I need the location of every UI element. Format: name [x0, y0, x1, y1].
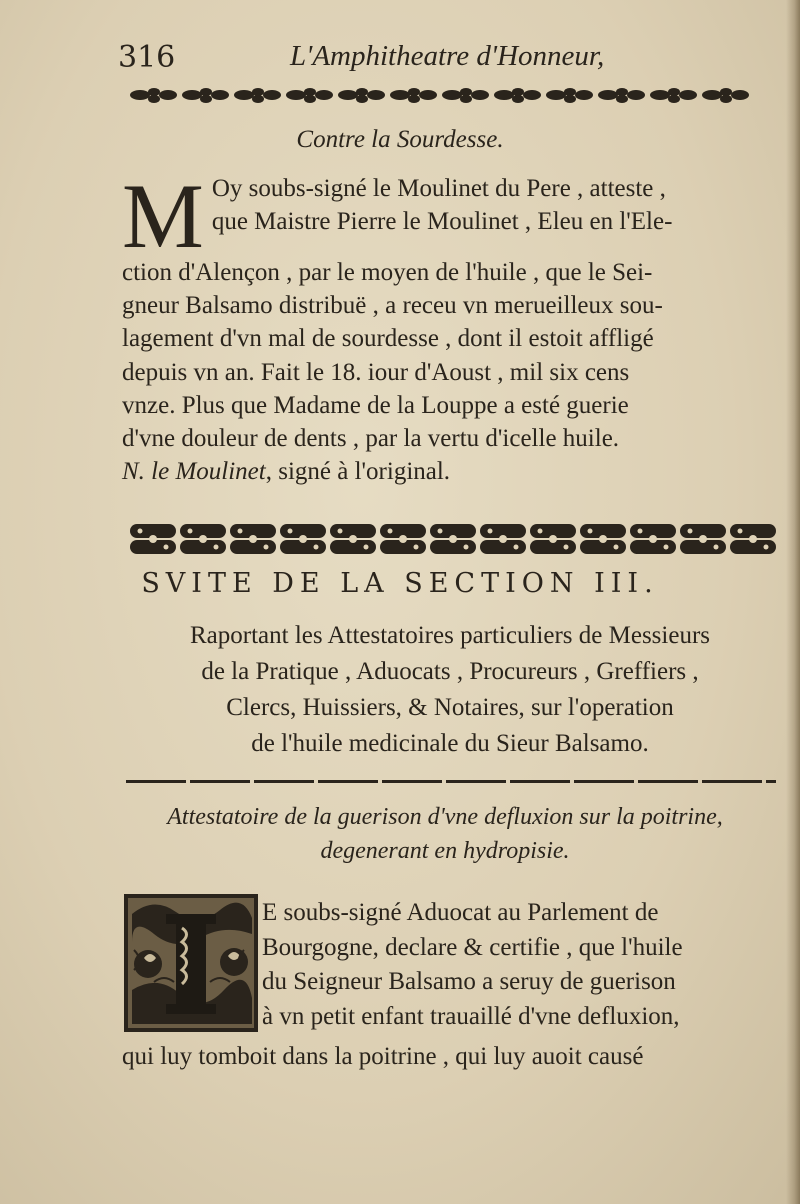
text-line: vnze. Plus que Madame de la Louppe a esté guerie: [122, 391, 629, 419]
text-line: Bourgogne, declare & certifie , que l'huile: [262, 933, 683, 961]
signature-rest: , signé à l'original.: [265, 458, 451, 486]
text-line: gneur Balsamo distribuë , a receu vn merueilleux sou-: [122, 292, 663, 320]
section-title: SVITE DE LA SECTION III.: [141, 568, 659, 599]
dropcap-letter: M: [122, 165, 204, 267]
text-line: qui luy tomboit dans la poitrine , qui luy auoit causé: [122, 1043, 644, 1070]
text-line: depuis vn an. Fait le 18. iour d'Aoust , mil six cens: [122, 358, 630, 386]
text-line: d'vne douleur de dents , par la vertu d'icelle huile.: [122, 425, 620, 453]
first-entry-text: [122, 165, 778, 488]
heading-line: degenerant en hydropisie.: [320, 838, 570, 864]
subtitle-line: Clercs, Huissiers, & Notaires, sur l'operation: [226, 694, 674, 721]
page-number: 316: [118, 40, 176, 75]
text-line: E soubs-signé Aduocat au Parlement de: [262, 899, 659, 926]
fleuron-band-middle: [128, 520, 778, 560]
text-line: Oy soubs-signé le Moulinet du Pere , atteste ,: [211, 175, 666, 202]
fleuron-band-top: [128, 84, 778, 110]
page-edge-shadow: [786, 0, 800, 1204]
woodcut-initial: [124, 894, 258, 1032]
text-line: à vn petit enfant trauaillé d'vne defluxion,: [262, 1002, 680, 1030]
text-line: du Seigneur Balsamo a seruy de guerison: [262, 968, 676, 995]
second-entry-text: [262, 896, 778, 1034]
heading-line: Attestatoire de la guerison d'vne defluxion sur la poitrine,: [167, 804, 723, 830]
running-title: L'Amphitheatre d'Honneur,: [290, 40, 605, 72]
section-subtitle: [110, 618, 790, 762]
text-line: que Maistre Pierre le Moulinet , Eleu en l'Ele-: [211, 208, 673, 236]
text-line: lagement d'vn mal de sourdesse , dont il estoit affligé: [122, 325, 654, 353]
subtitle-line: de l'huile medicinale du Sieur Balsamo.: [251, 730, 649, 757]
running-head: [0, 30, 800, 80]
subtitle-line: de la Pratique , Aduocats , Procureurs , Greffiers ,: [201, 658, 699, 685]
signature-name: N. le Moulinet: [122, 458, 266, 486]
signature-line: [122, 455, 778, 488]
subtitle-line: Raportant les Attestatoires particuliers de Messieurs: [189, 622, 710, 649]
divider-rule: [126, 780, 776, 783]
attestation-heading: [100, 800, 790, 868]
text-line: ction d'Alençon , par le moyen de l'huile , que le Sei-: [122, 259, 653, 286]
entry-heading: Contre la Sourdesse.: [296, 126, 504, 153]
